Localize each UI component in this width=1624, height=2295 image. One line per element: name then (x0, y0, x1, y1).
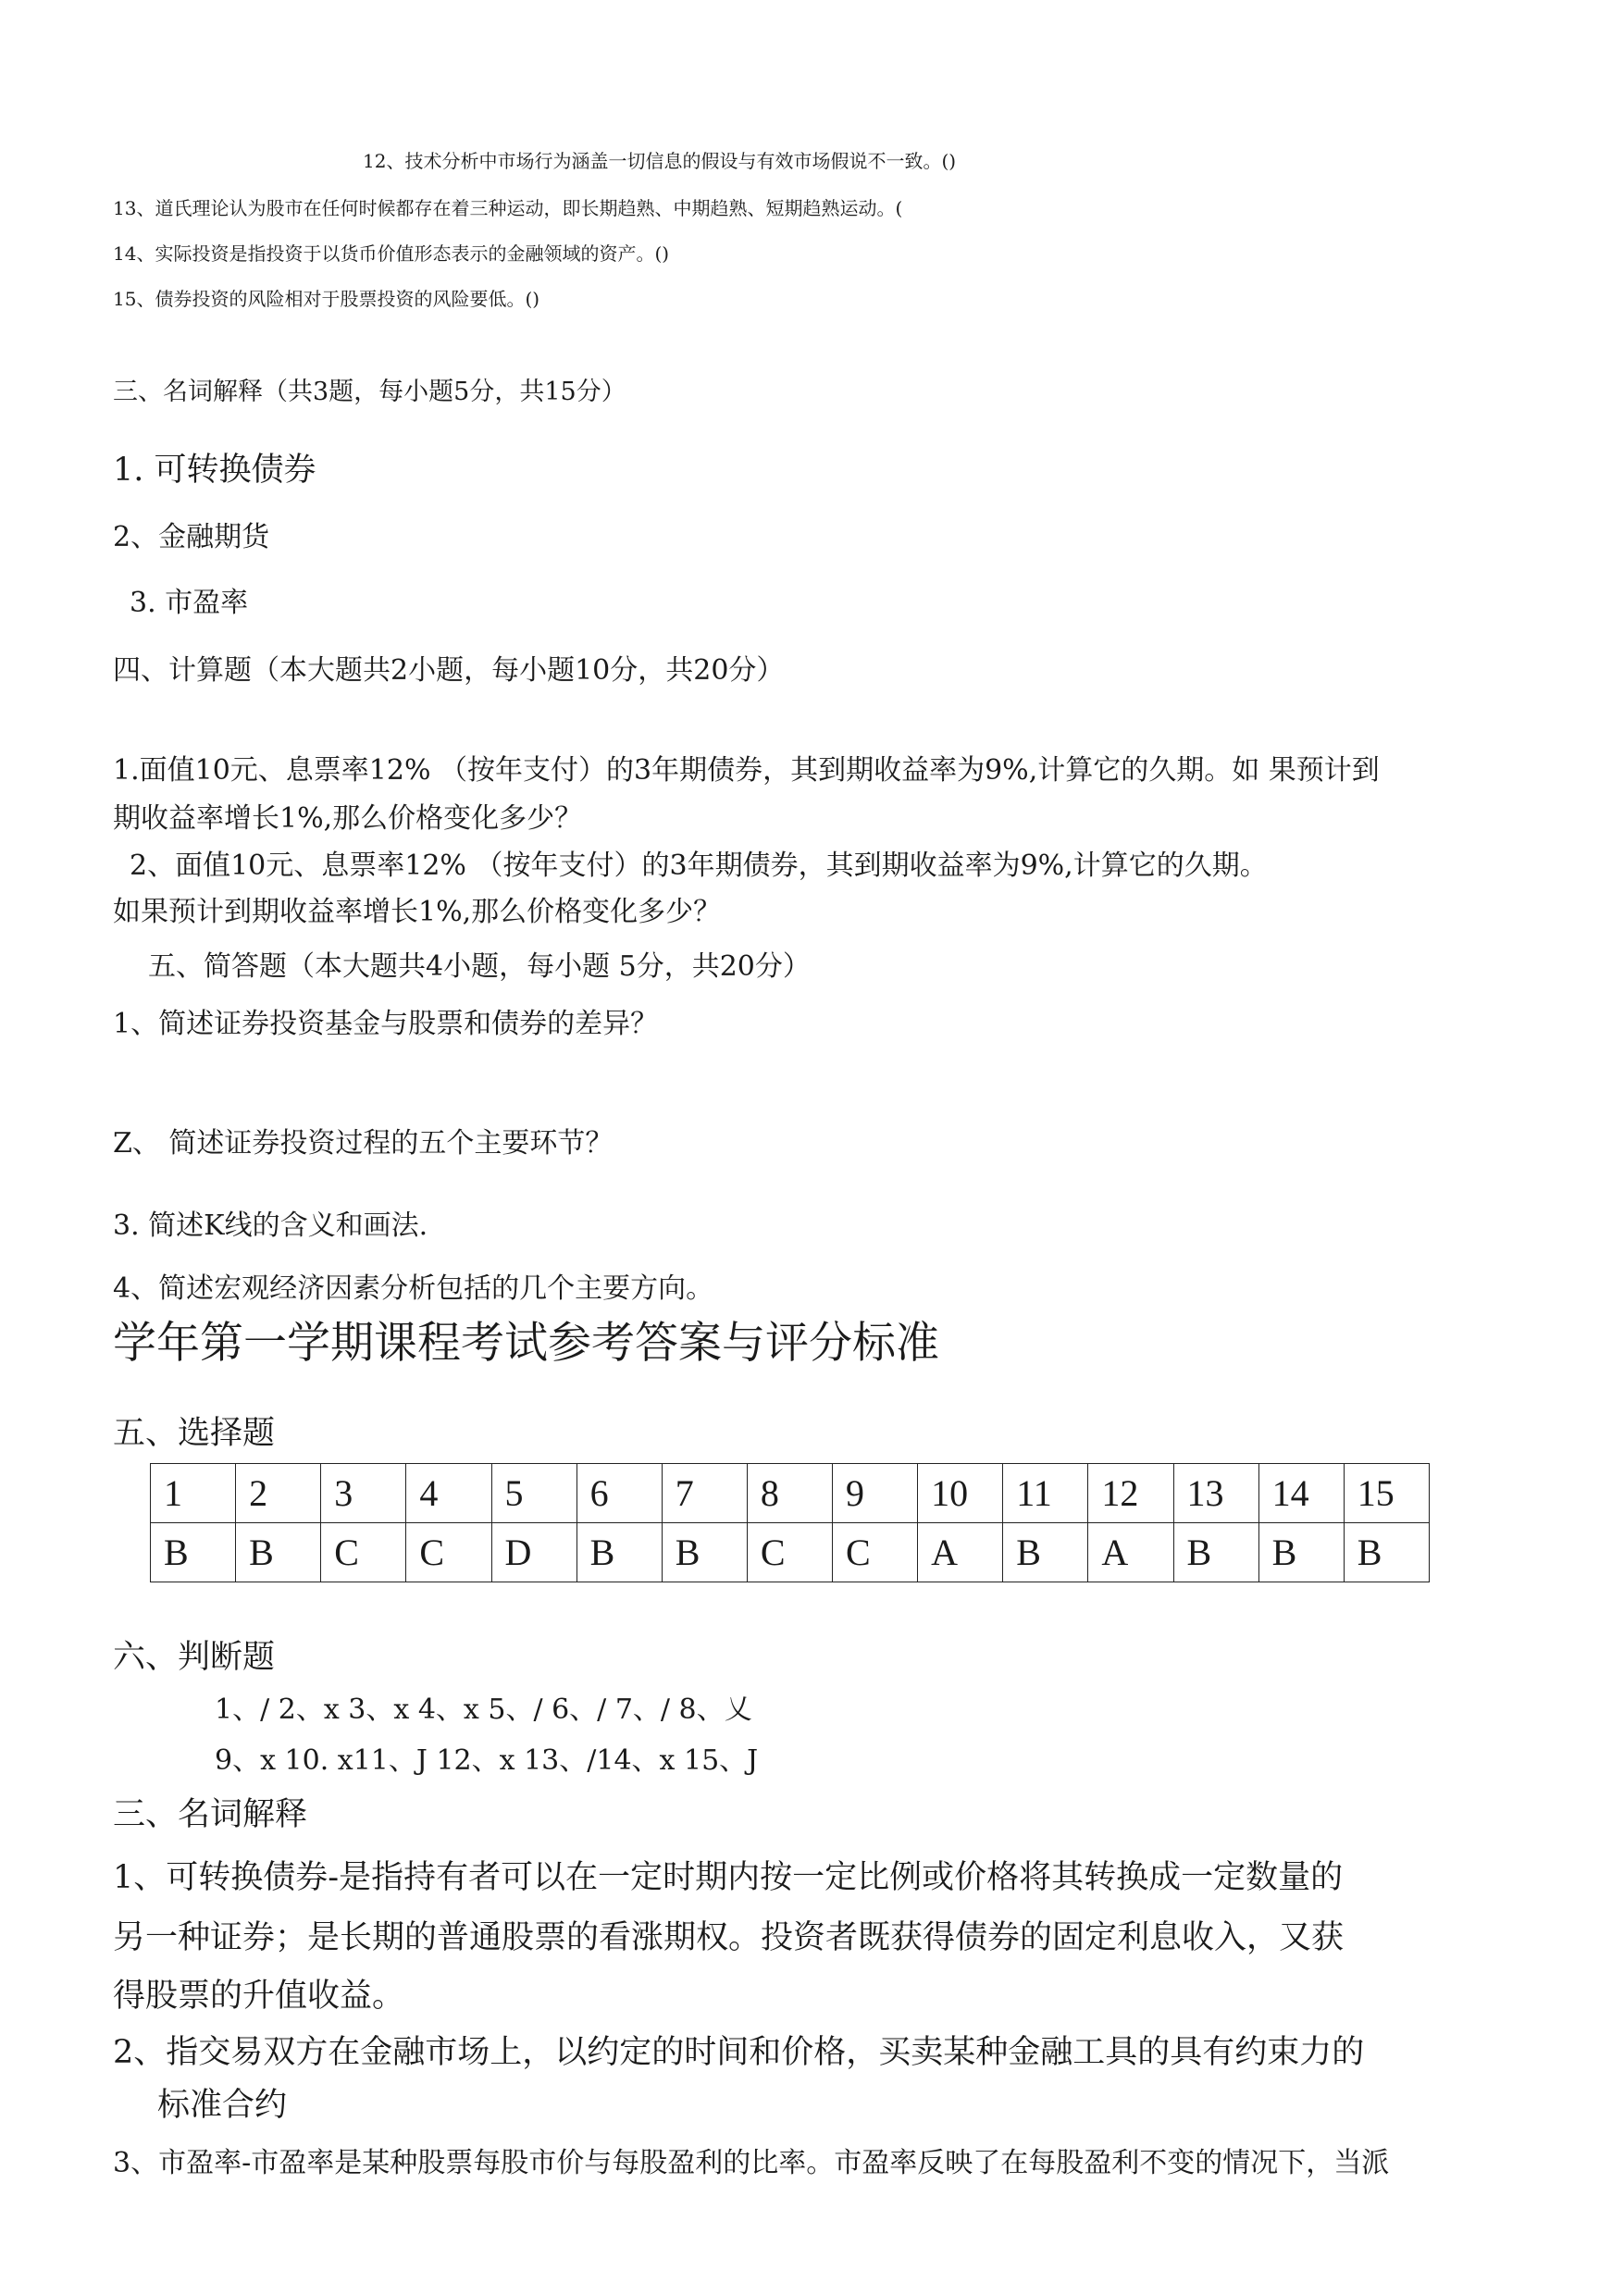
choice-number: 11 (1003, 1464, 1088, 1523)
calc-q2-line1: 2、面值10元、息票率12% （按年支付）的3年期债券，其到期收益率为9%,计算它的久期。 (130, 850, 1268, 882)
choice-heading: 五、选择题 (113, 1415, 276, 1452)
judge-item-15: 15、债券投资的风险相对于股票投资的风险要低。() (113, 288, 540, 310)
choice-answer: C (406, 1523, 491, 1582)
answer-title: 学年第一学期课程考试参考答案与评分标准 (113, 1318, 939, 1369)
short-q2: Z、 简述证券投资过程的五个主要环节？ (113, 1127, 614, 1160)
calc-q2-line2: 如果预计到期收益率增长1%,那么价格变化多少？ (113, 896, 722, 928)
term-answer-2-line2: 标准合约 (157, 2087, 288, 2124)
choice-number-row (151, 1464, 1430, 1523)
short-q1: 1、简述证券投资基金与股票和债券的差异？ (113, 1008, 659, 1040)
term-answer-1-line1: 1、可转换债券-是指持有者可以在一定时期内按一定比例或价格将其转换成一定数量的 (113, 1859, 1344, 1896)
choice-answer: A (918, 1523, 1003, 1582)
judge-item-13: 13、道氏理论认为股市在任何时候都存在着三种运动，即长期趋熟、中期趋熟、短期趋熟运动。( (113, 197, 903, 219)
choice-answer: B (1344, 1523, 1429, 1582)
choice-answer: B (1258, 1523, 1344, 1582)
term-answer-2-line1: 2、指交易双方在金融市场上，以约定的时间和价格，买卖某种金融工具的具有约束力的 (113, 2034, 1365, 2071)
section3-heading: 三、名词解释（共3题，每小题5分，共15分） (113, 378, 626, 406)
choice-answer: B (576, 1523, 662, 1582)
section5-heading: 五、简答题（本大题共4小题，每小题 5分，共20分） (148, 950, 811, 983)
choice-number: 13 (1173, 1464, 1258, 1523)
choice-answer: C (833, 1523, 918, 1582)
choice-number: 12 (1088, 1464, 1173, 1523)
choice-answer: B (1173, 1523, 1258, 1582)
judge-answers-line2: 9、x 10. x11、J 12、x 13、/14、x 15、J (215, 1744, 759, 1777)
term-item-1: 1. 可转换债券 (113, 452, 316, 489)
choice-number: 14 (1258, 1464, 1344, 1523)
term-answer-3-line1: 3、市盈率-市盈率是某种股票每股市价与每股盈利的比率。市盈率反映了在每股盈利不变的情况下，当派 (113, 2147, 1390, 2179)
terms-heading: 三、名词解释 (113, 1796, 308, 1833)
judge-answers-line1: 1、/ 2、x 3、x 4、x 5、/ 6、/ 7、/ 8、乂 (215, 1693, 752, 1726)
choice-answer: B (151, 1523, 236, 1582)
choice-answer-table (150, 1463, 1430, 1582)
choice-number: 4 (406, 1464, 491, 1523)
choice-number: 7 (662, 1464, 747, 1523)
judge-item-12: 12、技术分析中市场行为涵盖一切信息的假设与有效市场假说不一致。() (363, 150, 957, 172)
term-item-2: 2、金融期货 (113, 521, 270, 553)
choice-number: 10 (918, 1464, 1003, 1523)
choice-number: 9 (833, 1464, 918, 1523)
choice-answer: A (1088, 1523, 1173, 1582)
choice-number: 3 (321, 1464, 406, 1523)
choice-number: 1 (151, 1464, 236, 1523)
judge-item-14: 14、实际投资是指投资于以货币价值形态表示的金融领域的资产。() (113, 242, 670, 265)
term-answer-1-line3: 得股票的升值收益。 (113, 1978, 405, 2015)
choice-number: 2 (236, 1464, 321, 1523)
choice-answer: C (321, 1523, 406, 1582)
section4-heading: 四、计算题（本大题共2小题，每小题10分，共20分） (113, 654, 785, 687)
calc-q1-line2: 期收益率增长1%,那么价格变化多少？ (113, 802, 583, 835)
choice-answer: D (491, 1523, 576, 1582)
choice-answer: C (747, 1523, 832, 1582)
calc-q1-line1: 1.面值10元、息票率12% （按年支付）的3年期债券，其到期收益率为9%,计算它的久期。如 果预计到 (113, 754, 1380, 787)
choice-number: 15 (1344, 1464, 1429, 1523)
choice-number: 8 (747, 1464, 832, 1523)
judge-heading: 六、判断题 (113, 1639, 276, 1676)
short-q4: 4、简述宏观经济因素分析包括的几个主要方向。 (113, 1272, 714, 1305)
choice-number: 6 (576, 1464, 662, 1523)
choice-answer: B (236, 1523, 321, 1582)
choice-answer: B (662, 1523, 747, 1582)
term-answer-1-line2: 另一种证券；是长期的普通股票的看涨期权。投资者既获得债券的固定利息收入，又获 (113, 1919, 1345, 1956)
term-item-3: 3. 市盈率 (130, 587, 249, 619)
choice-number: 5 (491, 1464, 576, 1523)
choice-answer: B (1003, 1523, 1088, 1582)
short-q3: 3. 简述K线的含义和画法. (113, 1210, 428, 1242)
choice-answer-row (151, 1523, 1430, 1582)
